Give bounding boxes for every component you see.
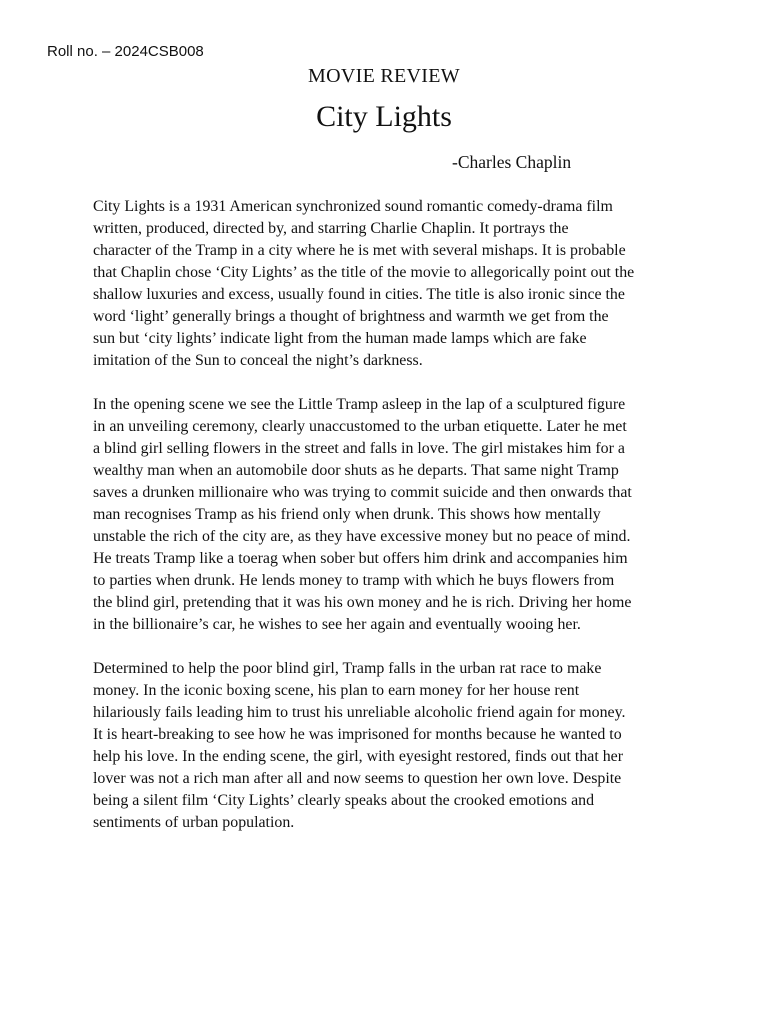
text-line: sun but ‘city lights’ indicate light from the human made lamps which are fake [93, 330, 587, 347]
movie-title: City Lights [316, 100, 452, 133]
text-line: help his love. In the ending scene, the girl, with eyesight restored, finds out that her [93, 748, 624, 765]
text-line: In the opening scene we see the Little Tramp asleep in the lap of a sculptured figure [93, 396, 626, 413]
text-line: imitation of the Sun to conceal the night’s darkness. [93, 352, 423, 369]
text-line: lover was not a rich man after all and now seems to question her own love. Despite [93, 770, 622, 787]
text-line: He treats Tramp like a toerag when sober but offers him drink and accompanies him [93, 550, 628, 567]
text-line: to parties when drunk. He lends money to tramp with which he buys flowers from [93, 572, 615, 589]
text-line: that Chaplin chose ‘City Lights’ as the title of the movie to allegorically point out the [93, 264, 635, 281]
movie-author: -Charles Chaplin [452, 152, 572, 172]
text-line: in an unveiling ceremony, clearly unaccustomed to the urban etiquette. Later he met [93, 418, 627, 435]
text-line: man recognises Tramp as his friend only when drunk. This shows how mentally [93, 506, 601, 523]
text-line: written, produced, directed by, and starring Charlie Chaplin. It portrays the [93, 220, 569, 237]
review-body [93, 196, 723, 856]
text-line: saves a drunken millionaire who was trying to commit suicide and then onwards that [93, 484, 632, 501]
text-line: Determined to help the poor blind girl, Tramp falls in the urban rat race to make [93, 660, 602, 677]
text-line: money. In the iconic boxing scene, his plan to earn money for her house rent [93, 682, 580, 699]
text-line: It is heart-breaking to see how he was imprisoned for months because he wanted to [93, 726, 622, 743]
text-line: unstable the rich of the city are, as they have excessive money but no peace of mind. [93, 528, 631, 545]
text-line: wealthy man when an automobile door shuts as he departs. That same night Tramp [93, 462, 619, 479]
paragraph-3 [93, 658, 723, 834]
text-line: character of the Tramp in a city where he is met with several mishaps. It is probable [93, 242, 626, 259]
paragraph-1 [93, 196, 723, 372]
document-type-heading: MOVIE REVIEW [308, 65, 460, 87]
text-line: City Lights is a 1931 American synchronized sound romantic comedy-drama film [93, 198, 613, 215]
text-line: shallow luxuries and excess, usually found in cities. The title is also ironic since the [93, 286, 625, 303]
text-line: hilariously fails leading him to trust his unreliable alcoholic friend again for money. [93, 704, 626, 721]
text-line: a blind girl selling flowers in the street and falls in love. The girl mistakes him for a [93, 440, 625, 457]
roll-number: Roll no. – 2024CSB008 [47, 43, 204, 60]
text-line: the blind girl, pretending that it was his own money and he is rich. Driving her home [93, 594, 632, 611]
text-line: sentiments of urban population. [93, 814, 295, 831]
text-line: word ‘light’ generally brings a thought of brightness and warmth we get from the [93, 308, 609, 325]
text-line: in the billionaire’s car, he wishes to see her again and eventually wooing her. [93, 616, 581, 633]
text-line: being a silent film ‘City Lights’ clearly speaks about the crooked emotions and [93, 792, 595, 809]
paragraph-2 [93, 394, 723, 636]
